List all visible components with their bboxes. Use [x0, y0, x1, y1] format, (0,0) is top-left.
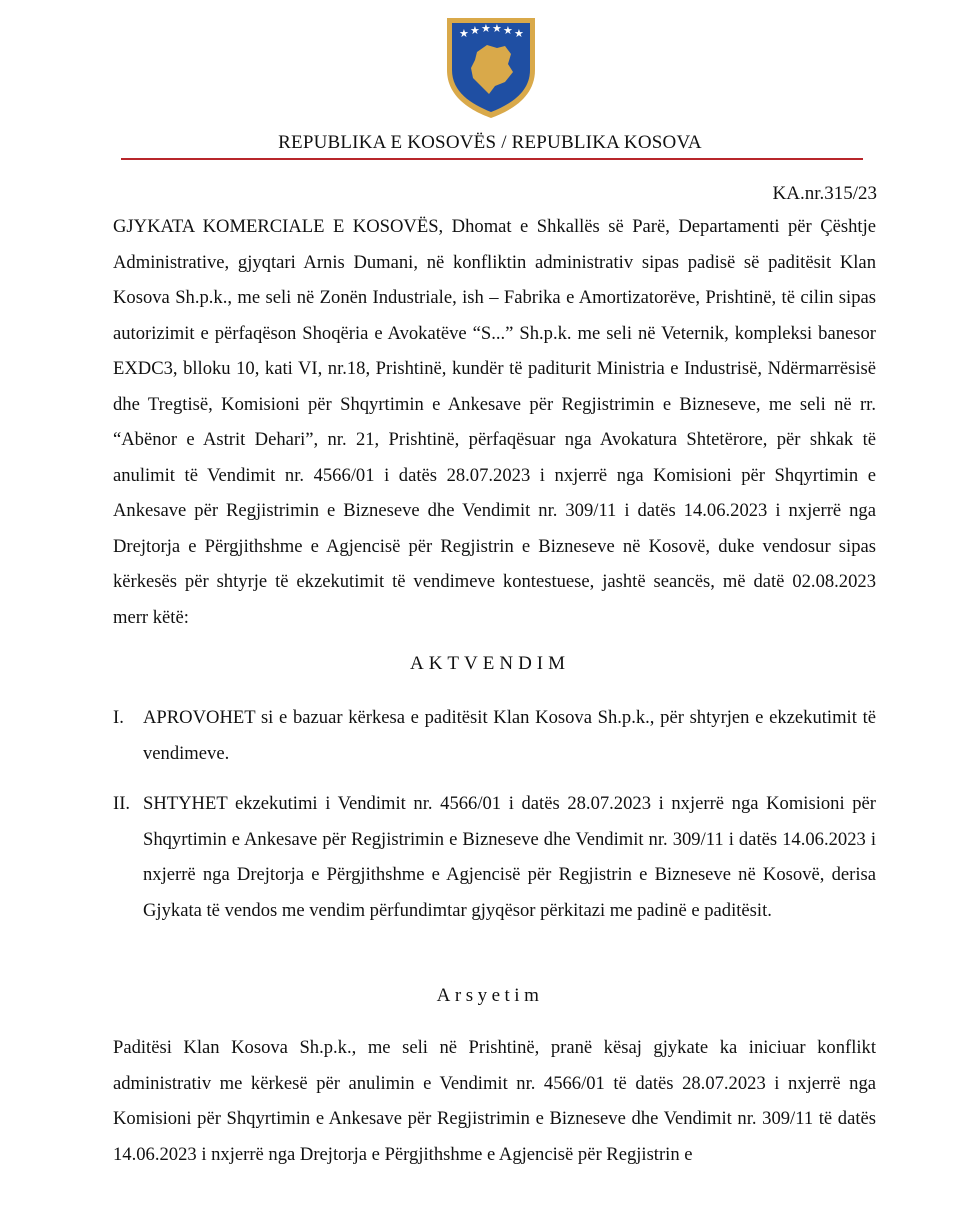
- aktvendim-heading: AKTVENDIM: [409, 653, 571, 674]
- kosovo-coat-of-arms-icon: [441, 12, 541, 120]
- arsyetim-heading: Arsyetim: [436, 985, 544, 1006]
- svg-text:★: ★: [481, 22, 491, 35]
- ruling-item-number: II.: [113, 793, 131, 814]
- svg-text:★: ★: [492, 22, 502, 35]
- ruling-item-2: [113, 786, 876, 928]
- case-number: KA.nr.315/23: [772, 183, 877, 204]
- svg-text:★: ★: [503, 24, 513, 37]
- ruling-item-number: I.: [113, 707, 124, 728]
- svg-text:★: ★: [514, 27, 524, 40]
- svg-text:★: ★: [459, 27, 469, 40]
- intro-paragraph: GJYKATA KOMERCIALE E KOSOVËS, Dhomat e Shkallës së Parë, Departamenti për Çështje Administrative, gjyqtari Arnis Dumani, në konfliktin administrativ sipas padisë së paditësit Klan Kosova Sh.p.k., me seli në Zonën Industriale, ish – Fabrika e Amortizatorëve, Prishtinë, të cilin sipas autorizimit e përfaqëson Shoqëria e Avokatëve “S...” Sh.p.k. me seli në Veternik, kompleksi banesor EXDC3, blloku 10, kati VI, nr.18, Prishtinë, kundër të paditurit Ministria e Industrisë, Ndërmarrësisë dhe Tregtisë, Komisioni për Shqyrtimin e Ankesave për Regjistrimin e Bizneseve, me seli në rr. “Abënor e Astrit Dehari”, nr. 21, Prishtinë, përfaqësuar nga Avokatura Shtetërore, për shkak të anulimit të Vendimit nr. 4566/01 i datës 28.07.2023 i nxjerrë nga Komisioni për Shqyrtimin e Ankesave për Regjistrimin e Bizneseve dhe Vendimit nr. 309/11 i datës 14.06.2023 i nxjerrë nga Drejtorja e Përgjithshme e Agjencisë për Regjistrin e Bizneseve në Kosovë, duke vendosur sipas kërkesës për shtyrje të ekzekutimit të vendimeve kontestuese, jashtë seancës, më datë 02.08.2023 merr këtë:: [113, 216, 876, 628]
- header-divider: [121, 158, 863, 160]
- page-title: REPUBLIKA E KOSOVËS / REPUBLIKA KOSOVA: [278, 132, 702, 153]
- ruling-item-1: [113, 700, 876, 771]
- ruling-item-text: APROVOHET si e bazuar kërkesa e paditësit Klan Kosova Sh.p.k., për shtyrjen e ekzekutimit të vendimeve.: [143, 707, 876, 764]
- svg-text:★: ★: [470, 24, 480, 37]
- ruling-item-text: SHTYHET ekzekutimi i Vendimit nr. 4566/01 i datës 28.07.2023 i nxjerrë nga Komisioni për Shqyrtimin e Ankesave për Regjistrimin e Bizneseve dhe Vendimit nr. 309/11 i datës 14.06.2023 i nxjerrë nga Drejtorja e Përgjithshme e Agjencisë për Regjistrin e Bizneseve në Kosovë, derisa Gjykata të vendos me vendim përfundimtar gjyqësor përkitazi me padinë e paditësit.: [143, 793, 876, 921]
- reasoning-paragraph: Paditësi Klan Kosova Sh.p.k., me seli në Prishtinë, pranë kësaj gjykate ka iniciuar konflikt administrativ me kërkesë për anulimin e Vendimit nr. 4566/01 të datës 28.07.2023 i nxjerrë nga Komisioni për Shqyrtimin e Ankesave për Regjistrimin e Bizneseve dhe Vendimit nr. 309/11 të datës 14.06.2023 i nxjerrë nga Drejtorja e Përgjithshme e Agjencisë për Regjistrin e: [113, 1037, 876, 1165]
